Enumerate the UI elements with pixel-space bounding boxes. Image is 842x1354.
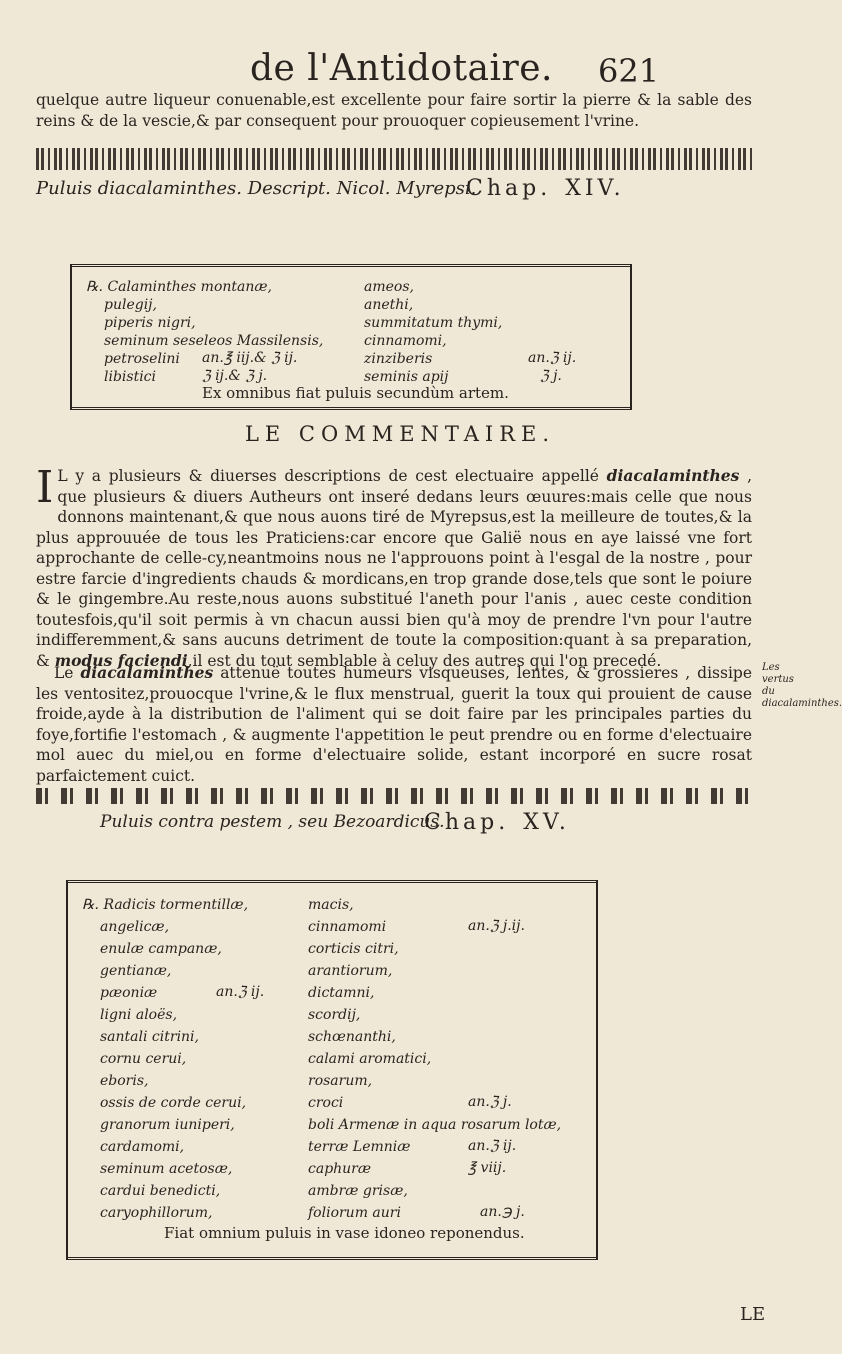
ingredient: arantiorum, bbox=[308, 963, 393, 979]
ingredient: boli Armenæ in aqua rosarum lotæ, bbox=[308, 1117, 562, 1133]
ingredient: petroselini bbox=[104, 351, 180, 367]
ingredient: ossis de corde cerui, bbox=[100, 1095, 247, 1111]
ingredient: cornu cerui, bbox=[100, 1051, 187, 1067]
ingredient: ameos, bbox=[364, 279, 414, 295]
quantity: an.ℨ ij. bbox=[528, 350, 577, 366]
ingredient: calami aromatici, bbox=[308, 1051, 432, 1067]
ingredient: libistici bbox=[104, 369, 157, 385]
ingredient: caphuræ bbox=[308, 1161, 372, 1177]
margin-note: Les vertus du diacalaminthes. bbox=[762, 662, 842, 709]
ingredient: seminis apij bbox=[364, 369, 449, 385]
ingredient: pæoniæ bbox=[100, 985, 158, 1001]
ingredient: cardui benedicti, bbox=[100, 1183, 221, 1199]
ingredient: ambræ grisæ, bbox=[308, 1183, 408, 1199]
quantity: an.℈ j. bbox=[480, 1204, 525, 1220]
ingredient: ligni aloës, bbox=[100, 1007, 178, 1023]
intro-paragraph: quelque autre liqueur conuenable,est excellente pour faire sortir la pierre & la sable des reins & de la vescie,& par consequent pour prouoquer copieusement l'vrine. bbox=[36, 91, 752, 130]
ingredient: cardamomi, bbox=[100, 1139, 185, 1155]
ingredient: cinnamomi bbox=[308, 919, 387, 935]
quantity: an.ℨ ij. bbox=[468, 1138, 517, 1154]
commentary-paragraph-2: Le diacalaminthes attenuë toutes humeurs visqueuses, lentes, & grossieres , dissipe les ventositez,prouocque l'vrine,& le flux menstrual, guerit la toux qui prouient de cause froide,ayde à la distribution de l'aliment qui se doit faire par les principales parties du foye,fortifie l'estomach , & augmente l'appetition le peut prendre ou en forme d'electuaire mol auec du miel,ou en forme d'electuaire solide, estant incorporé en sucre rosat parfaictement cuict. bbox=[36, 663, 752, 785]
ingredient: foliorum auri bbox=[308, 1205, 401, 1221]
quantity: an.ℨ j.ij. bbox=[468, 918, 525, 934]
ingredient: corticis citri, bbox=[308, 941, 399, 957]
quantity: ℨ ij.& ℨ j. bbox=[202, 368, 268, 384]
commentary-heading: LE COMMENTAIRE. bbox=[244, 422, 556, 446]
quantity: an.ℨ j. bbox=[468, 1094, 512, 1110]
ingredient: enulæ campanæ, bbox=[100, 941, 222, 957]
drop-cap: I bbox=[36, 462, 54, 513]
ingredient: cinnamomi, bbox=[364, 333, 447, 349]
ingredient: terræ Lemniæ bbox=[308, 1139, 411, 1155]
ingredient: piperis nigri, bbox=[104, 315, 196, 331]
chapter-15-title: Puluis contra pestem , seu Bezoardicus. bbox=[100, 812, 445, 832]
ingredient: santali citrini, bbox=[100, 1029, 199, 1045]
ingredient: angelicæ, bbox=[100, 919, 170, 935]
chapter-14-title: Puluis diacalaminthes. Descript. Nicol. Myrepsi. bbox=[36, 178, 477, 199]
quantity: ℥ viij. bbox=[468, 1160, 507, 1176]
ornamental-border bbox=[36, 148, 756, 170]
chapter-14-number: Chap. XIV. bbox=[466, 176, 625, 201]
ingredient: anethi, bbox=[364, 297, 414, 313]
chapter-14-heading bbox=[36, 178, 752, 210]
ingredient: scordij, bbox=[308, 1007, 361, 1023]
ingredient: seminum seseleos Massilensis, bbox=[104, 333, 324, 349]
ingredient: granorum iuniperi, bbox=[100, 1117, 235, 1133]
ingredient: macis, bbox=[308, 897, 354, 913]
ingredient: ℞. Radicis tormentillæ, bbox=[82, 897, 249, 913]
ingredient: eboris, bbox=[100, 1073, 149, 1089]
recipe-box-14 bbox=[70, 264, 632, 410]
ornamental-border bbox=[36, 788, 756, 804]
page-number: 621 bbox=[598, 52, 660, 90]
quantity: an.ℨ ij. bbox=[216, 984, 265, 1000]
chapter-15-heading bbox=[100, 812, 620, 844]
ingredient: zinziberis bbox=[364, 351, 433, 367]
ingredient: summitatum thymi, bbox=[364, 315, 503, 331]
ingredient: gentianæ, bbox=[100, 963, 172, 979]
recipe-box-15 bbox=[66, 880, 598, 1260]
quantity: an.℥ iij.& ℨ ij. bbox=[202, 350, 298, 366]
ingredient: dictamni, bbox=[308, 985, 375, 1001]
running-title: de l'Antidotaire. bbox=[250, 48, 553, 89]
quantity: ℨ j. bbox=[540, 368, 562, 384]
ingredient: croci bbox=[308, 1095, 344, 1111]
ingredient: rosarum, bbox=[308, 1073, 373, 1089]
recipe-instruction: Fiat omnium puluis in vase idoneo reponendus. bbox=[164, 1224, 525, 1242]
recipe-instruction: Ex omnibus fiat puluis secundùm artem. bbox=[202, 384, 509, 402]
commentary-paragraph-1: I L y a plusieurs & diuerses descriptions de cest electuaire appellé diacalaminthes , que plusieurs & diuers Autheurs ont inseré dedans leurs œuures:mais celle que nous donnons maintenant,& que nous auons tiré de Myrepsus,est la meilleure de toutes,& la plus approuuée de tous les Praticiens:car encore que Galië nous en aye laissé vne fort approchante de celle-cy,neantmoins nous ne l'approuons point à l'esgal de la nostre , pour estre farcie d'ingredients chauds & mordicans,en trop grande dose,tels que sont le poiure & le gingembre.Au reste,nous auons substitué l'aneth pour l'anis , auec ceste condition toutesfois,qu'il soit permis à vn chacun aussi bien qu'à moy de prendre l'vn pour l'autre indifferemment,& sans aucuns detriment de toute la composition:quant à sa preparation, & modus faciendi,il est du tout semblable à celuy des autres qui l'on precedé. bbox=[36, 462, 753, 670]
ingredient: schœnanthi, bbox=[308, 1029, 396, 1045]
ingredient: seminum acetosæ, bbox=[100, 1161, 233, 1177]
ingredient: caryophillorum, bbox=[100, 1205, 213, 1221]
ingredient: ℞. Calaminthes montanæ, bbox=[86, 279, 272, 295]
catchword: LE bbox=[740, 1304, 766, 1325]
chapter-15-number: Chap. XV. bbox=[424, 810, 570, 835]
ingredient: pulegij, bbox=[104, 297, 157, 313]
